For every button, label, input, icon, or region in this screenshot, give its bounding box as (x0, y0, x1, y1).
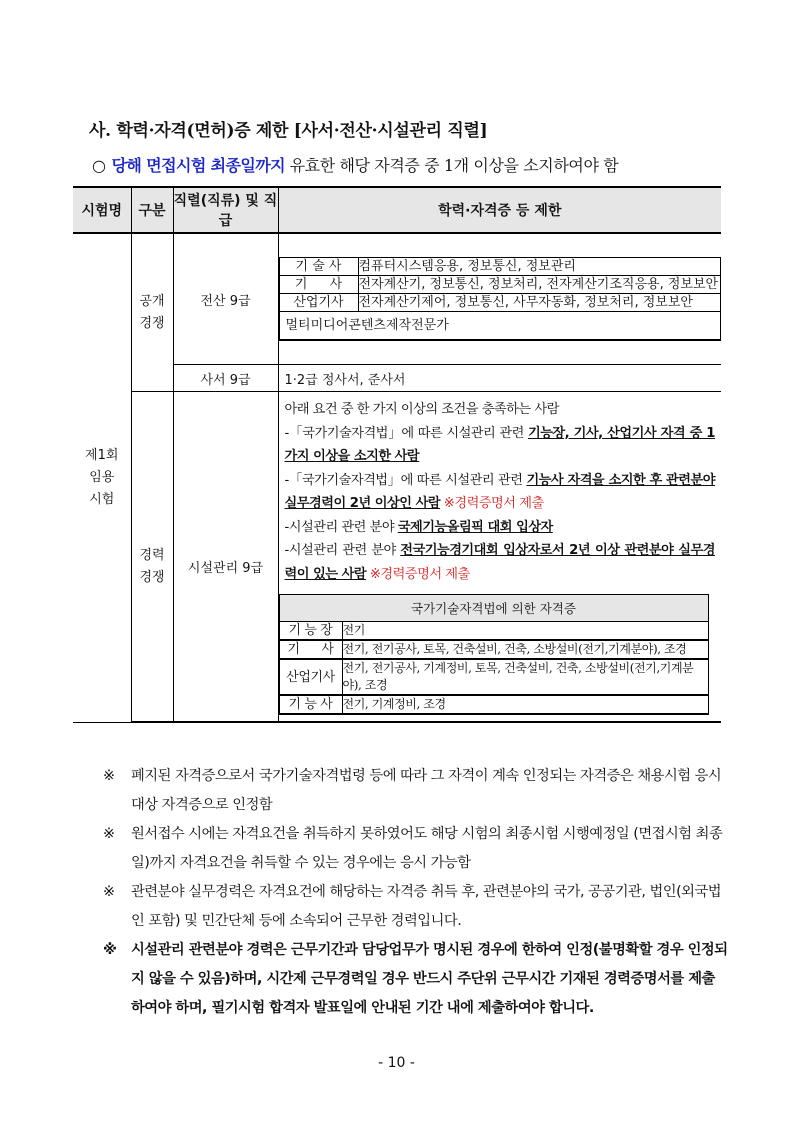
note-item (103, 820, 728, 878)
header-exam: 시험명 (73, 187, 131, 233)
note-item (103, 878, 728, 936)
note-text: 시설관리 관련분야 경력은 근무기간과 담당업무가 명시된 경우에 한하여 인정(불명확할 경우 인정되지 않을 수 있음)하며, 시간제 근무경력일 경우 반드시 주단위 근무시간 기재된 경력증명서를 제출하여야 하며, 필기시험 합격자 발표일에 안내된 기간 내에 제출하여야 합니다. (131, 942, 728, 1016)
req-text: -「국가기술자격법」에 따른 시설관리 관련 (284, 472, 527, 488)
qual-row (279, 659, 708, 695)
qual-key: 기 술 사 (279, 258, 358, 276)
exam-name: 제1회 임용 시험 (85, 447, 119, 507)
qual-key: 산업기사 (279, 294, 358, 312)
req-line-2 (285, 469, 716, 516)
qual-key: 기 능 사 (279, 695, 342, 714)
note-text: 폐지된 자격증으로서 국가기술자격법령 등에 따라 그 자격이 계속 인정되는 자격증은 채용시험 응시대상 자격증으로 인정함 (131, 768, 722, 813)
note-item (103, 762, 728, 820)
req-note-red: ※경력증명서 제출 (366, 566, 470, 582)
req-underlined: 국제기능올림픽 대회 입상자 (397, 519, 553, 535)
qual-row (279, 312, 721, 341)
facility-requirements (279, 392, 722, 590)
req-line-1 (285, 422, 716, 469)
table-header-row (73, 187, 721, 233)
exam-name-cell (73, 233, 131, 722)
qual-value: 컴퓨터시스템응용, 정보통신, 정보관리 (358, 258, 721, 276)
circle-bullet-icon: ○ (92, 156, 106, 175)
qual-row (279, 276, 721, 294)
subtitle-highlight: 당해 면접시험 최종일까지 (111, 156, 285, 175)
qual-row (279, 640, 708, 659)
qual-key: 기 사 (279, 276, 358, 294)
header-type: 구분 (131, 187, 173, 233)
subtitle (92, 153, 618, 176)
req-text: -시설관리 관련 분야 (284, 543, 401, 558)
qual-value: 전기, 기계정비, 조경 (342, 695, 708, 714)
qual-row (279, 258, 721, 276)
qual-row (279, 695, 708, 714)
notes (103, 762, 728, 1023)
qual-value: 전자계산기제어, 정보통신, 사무자동화, 정보처리, 정보보안 (358, 294, 721, 312)
note-item-bold (103, 936, 728, 1023)
table-row (73, 233, 721, 365)
national-qual-table (279, 594, 709, 715)
section-title: 사. 학력·자격(면허)증 제한 [사서·전산·시설관리 직렬] (89, 121, 488, 141)
note-mark: ※ (103, 884, 115, 900)
qual-row (279, 294, 721, 312)
note-mark: ※ (103, 942, 117, 958)
rank-facility: 시설관리 9급 (187, 561, 264, 576)
qual-value: 전기, 전기공사, 기계정비, 토목, 건축설비, 건축, 소방설비(전기,기계분야), 조경 (342, 659, 708, 695)
qual-value: 전기 (342, 622, 708, 641)
national-qual-title: 국가기술자격법에 의한 자격증 (279, 595, 708, 622)
rank-cell-librarian: 사서 9급 (173, 365, 278, 392)
req-line-4 (285, 539, 716, 586)
qual-row (279, 622, 708, 641)
it-quals (279, 257, 722, 341)
qual-value: 전자계산기, 정보통신, 정보처리, 전자계산기조직응용, 정보보안 (358, 276, 721, 294)
note-mark: ※ (103, 826, 115, 842)
header-restriction: 학력·자격증 등 제한 (278, 187, 721, 233)
req-underlined: 전국기능경기대회 입상자로서 2년 이상 관련분야 실무경력이 있는 사람 (284, 543, 715, 582)
req-intro: 아래 요건 중 한 가지 이상의 조건을 충족하는 사람 (284, 402, 559, 417)
type-cell-open (131, 233, 173, 392)
req-underlined: 기능사 자격을 소지한 후 관련분야 실무경력이 2년 이상인 사람 (284, 472, 715, 511)
req-note-red: ※경력증명서 제출 (440, 496, 544, 511)
header-rank: 직렬(직류) 및 직급 (173, 187, 278, 233)
it-quals-cell (278, 233, 721, 365)
req-underlined: 기능장, 기사, 산업기사 자격 중 1가지 이상을 소지한 사람 (284, 425, 715, 464)
rank-cell-it: 전산 9급 (173, 233, 278, 365)
type-open: 공개 경쟁 (139, 293, 165, 331)
librarian-quals: 1·2급 정사서, 준사서 (278, 365, 721, 392)
type-career: 경력 경쟁 (139, 547, 165, 585)
req-text: -시설관리 관련 분야 (284, 519, 398, 535)
note-mark: ※ (103, 768, 115, 784)
rank-cell-facility (173, 392, 278, 723)
facility-quals-cell (278, 392, 721, 723)
req-line-3 (285, 516, 716, 540)
qual-value: 전기, 전기공사, 토목, 건축설비, 건축, 소방설비(전기,기계분야), 조경 (342, 640, 708, 659)
qual-extra: 멀티미디어콘텐츠제작전문가 (279, 312, 721, 341)
page-number: - 10 - (378, 1055, 415, 1071)
subtitle-rest: 유효한 해당 자격증 중 1개 이상을 소지하여야 함 (284, 156, 619, 175)
qualification-table (73, 186, 721, 723)
qual-key: 기 사 (279, 640, 342, 659)
qual-key: 산업기사 (279, 659, 342, 695)
qual-key: 기 능 장 (279, 622, 342, 641)
type-cell-career (131, 392, 173, 723)
req-text: -「국가기술자격법」에 따른 시설관리 관련 (284, 425, 528, 441)
table-row (73, 392, 721, 723)
note-text: 관련분야 실무경력은 자격요건에 해당하는 자격증 취득 후, 관련분야의 국가, 공공기관, 법인(외국법인 포함) 및 민간단체 등에 소속되어 근무한 경력입니다. (131, 884, 722, 929)
note-text: 원서접수 시에는 자격요건을 취득하지 못하였어도 해당 시험의 최종시험 시행예정일 (면접시험 최종일)까지 자격요건을 취득할 수 있는 경우에는 응시 가능함 (131, 826, 723, 871)
